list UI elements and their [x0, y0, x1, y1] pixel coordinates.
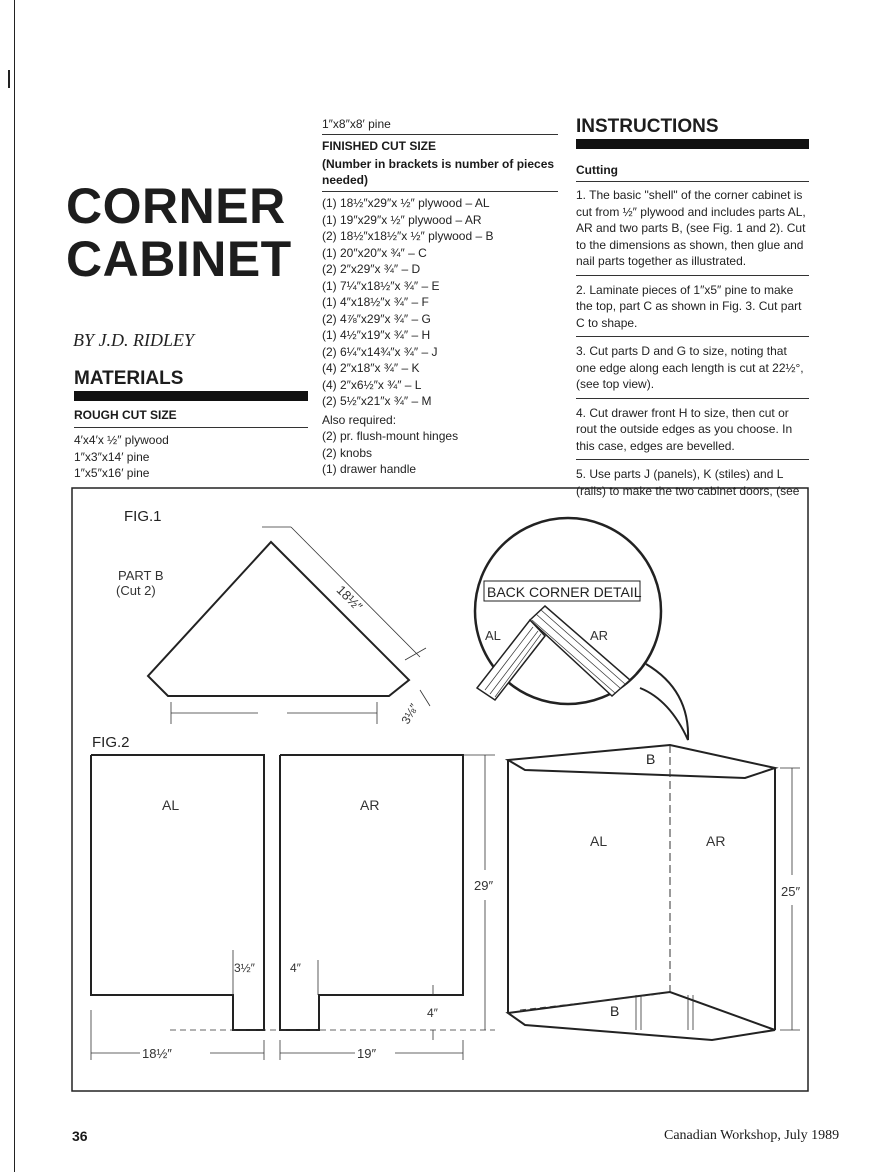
fig2-ar-label: AR — [360, 797, 380, 813]
finished-cut-item: (1) 20″x20″x ¾″ – C — [322, 245, 427, 260]
rough-cut-item: 1″x5″x16′ pine — [74, 466, 150, 480]
finished-cut-heading: FINISHED CUT SIZE — [322, 139, 437, 153]
page-number: 36 — [72, 1128, 88, 1144]
fig3-b-top-label: B — [646, 751, 656, 767]
cabinet-bottom-b — [508, 992, 775, 1040]
instruction-step: 4. Cut drawer front H to size, then cut or rout the outside edges as you choose. In this case, edges are bevelled. — [576, 399, 809, 461]
finished-cut-item: (2) 4⅞″x29″x ¾″ – G — [322, 311, 431, 326]
instructions-heading: INSTRUCTIONS — [576, 116, 719, 137]
fig2-width-ar-label: 19″ — [357, 1046, 377, 1061]
detail-pointer — [640, 664, 688, 740]
finished-cut-item: (1) 4½″x19″x ¾″ – H — [322, 328, 431, 342]
title-line-2: CABINET — [66, 231, 292, 287]
rough-cut-heading: ROUGH CUT SIZE — [74, 408, 177, 422]
part-b-triangle — [148, 542, 409, 696]
fig2-notch-ar-dim: 4″ — [290, 961, 301, 975]
title-line-1: CORNER — [66, 178, 286, 234]
finished-cut-item: (1) 18½″x29″x ½″ plywood – AL — [322, 196, 490, 210]
finished-cut-item: (2) 2″x29″x ¾″ – D — [322, 262, 421, 276]
instruction-step: 5. Use parts J (panels), K (stiles) and L (rails) to make the two cabinet doors, (see — [576, 467, 800, 498]
finished-cut-item: (2) 6¼″x14¾″x ¾″ – J — [322, 344, 438, 359]
fig1-cut-label: (Cut 2) — [116, 583, 156, 598]
finished-cut-item: (1) 4″x18½″x ¾″ – F — [322, 295, 429, 309]
fig3-ar-label: AR — [706, 833, 726, 849]
instruction-step: 3. Cut parts D and G to size, noting that one edge along each length is cut at 22½°, (see top view). — [576, 337, 809, 399]
fig1-part-label: PART B — [118, 568, 164, 583]
detail-al-label: AL — [485, 628, 501, 643]
fig1-corner-dimension: 3⅛″ — [398, 701, 422, 727]
fig3-al-label: AL — [590, 833, 608, 849]
fig1-side-dimension: 18½″ — [333, 582, 366, 615]
finished-cut-item: (2) 5½″x21″x ¾″ – M — [322, 394, 432, 408]
cutting-heading: Cutting — [576, 163, 618, 177]
fig2-height-label: 29″ — [474, 878, 494, 893]
instruction-step: 1. The basic "shell" of the corner cabinet is cut from ½″ plywood and includes parts AL, AR and two parts B, (see Fig. 1 and 2). Cut to the dimensions as shown, then glue and nail parts together as illustrated. — [576, 181, 809, 276]
publication-credit: Canadian Workshop, July 1989 — [664, 1128, 840, 1143]
detail-title: BACK CORNER DETAIL — [487, 584, 642, 600]
fig1-ext-line — [420, 690, 430, 706]
rough-cut-item: 1″x3″x14′ pine — [74, 449, 150, 464]
fig1-label: FIG.1 — [124, 508, 162, 525]
rough-cut-item: 4′x4′x ½″ plywood — [74, 433, 169, 447]
fig2-width-al-label: 18½″ — [142, 1046, 172, 1061]
cabinet-top-b — [508, 745, 775, 778]
rough-cut-item: 1″x8″x8′ pine — [322, 117, 391, 131]
detail-ar-label: AR — [590, 628, 609, 643]
fig2-notch-al-dim: 3½″ — [234, 961, 255, 975]
materials-heading: MATERIALS — [74, 368, 184, 389]
finished-cut-item: (2) 18½″x18½″x ½″ plywood – B — [322, 229, 494, 243]
instruction-step: 2. Laminate pieces of 1″x5″ pine to make the top, part C as shown in Fig. 3. Cut part C to shape. — [576, 276, 809, 338]
finished-cut-item: (1) 19″x29″x ½″ plywood – AR — [322, 212, 482, 227]
also-required-heading: Also required: — [322, 412, 397, 427]
also-required-item: (2) pr. flush-mount hinges — [322, 429, 459, 443]
finished-cut-item: (4) 2″x6½″x ¾″ – L — [322, 377, 422, 392]
finished-cut-note: (Number in brackets is number of pieces needed) — [322, 157, 555, 187]
fig2-al-label: AL — [162, 797, 180, 813]
byline: BY J.D. RIDLEY — [73, 330, 194, 350]
fig1-ext-line — [405, 648, 426, 660]
fig3-height-label: 25″ — [781, 884, 801, 899]
finished-cut-item: (1) 7¼″x18½″x ¾″ – E — [322, 278, 440, 293]
finished-cut-item: (4) 2″x18″x ¾″ – K — [322, 361, 420, 375]
also-required-item: (1) drawer handle — [322, 462, 417, 476]
fig3-b-bottom-label: B — [610, 1003, 620, 1019]
fig2-label: FIG.2 — [92, 734, 130, 751]
also-required-item: (2) knobs — [322, 445, 373, 460]
fig2-kick-label: 4″ — [427, 1006, 438, 1020]
